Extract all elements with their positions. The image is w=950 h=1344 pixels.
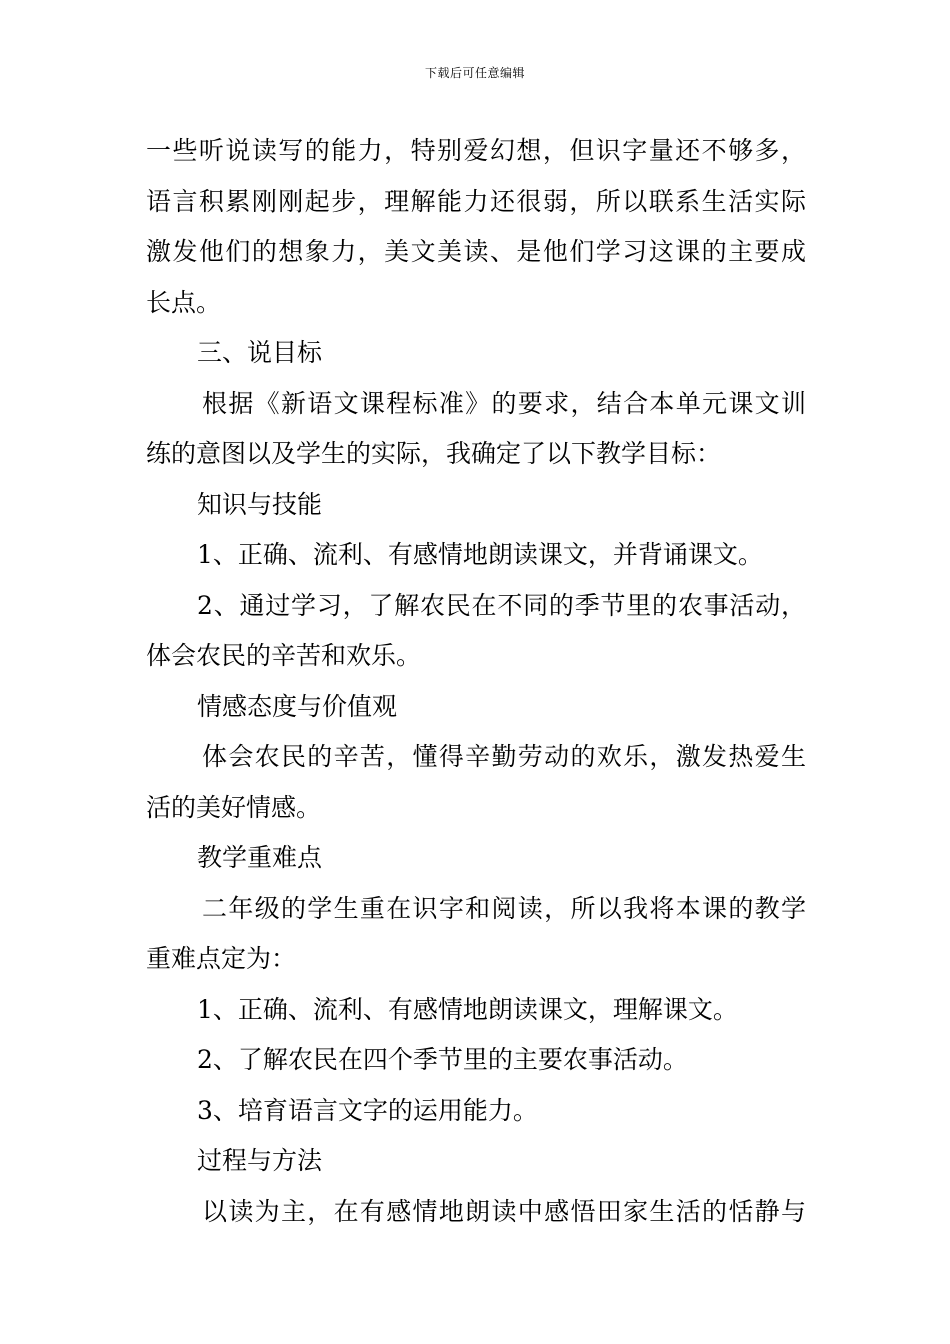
- text-line: 体会农民的辛苦和欢乐。: [146, 641, 422, 670]
- text-line: 以读为主，在有感情地朗读中感悟田家生活的恬静与: [202, 1196, 806, 1226]
- text-line: 情感态度与价值观: [197, 691, 398, 721]
- text-line: 长点。: [146, 287, 222, 317]
- text-line: 活的美好情感。: [146, 792, 322, 822]
- text-line: 一些听说读写的能力，特别爱幻想，但识字量还不够多，: [146, 136, 806, 165]
- text-line: 1、正确、流利、有感情地朗读课文，并背诵课文。: [197, 540, 763, 569]
- text-line: 2、通过学习，了解农民在不同的季节里的农事活动，: [197, 590, 806, 620]
- document-body: [146, 126, 806, 1237]
- header-note: 下载后可任意编辑: [424, 66, 525, 80]
- text-line: 体会农民的辛苦，懂得辛勤劳动的欢乐，激发热爱生: [202, 742, 806, 771]
- text-line: 3、培育语言文字的运用能力。: [197, 1095, 538, 1125]
- text-line: 激发他们的想象力，美文美读、是他们学习这课的主要成: [146, 237, 806, 266]
- text-line: 三、说目标: [197, 338, 323, 367]
- text-line: 知识与技能: [197, 489, 323, 519]
- text-line: 二年级的学生重在识字和阅读，所以我将本课的教学: [202, 893, 806, 923]
- text-line: 过程与方法: [197, 1146, 323, 1175]
- text-line: 重难点定为：: [146, 944, 297, 973]
- text-line: 语言积累刚刚起步，理解能力还很弱，所以联系生活实际: [146, 186, 806, 216]
- text-line: 练的意图以及学生的实际，我确定了以下教学目标：: [146, 439, 722, 468]
- text-line: 根据《新语文课程标准》的要求，结合本单元课文训: [202, 388, 806, 418]
- text-line: 教学重难点: [197, 843, 323, 872]
- text-line: 1、正确、流利、有感情地朗读课文，理解课文。: [197, 994, 738, 1024]
- text-line: 2、了解农民在四个季节里的主要农事活动。: [197, 1045, 688, 1074]
